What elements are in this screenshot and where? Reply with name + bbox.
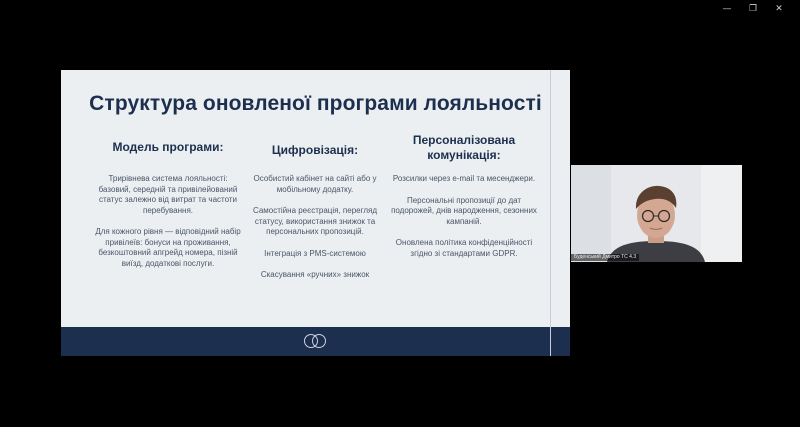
minimize-icon[interactable]: — (722, 4, 732, 14)
paragraph-tier-system: Трирівнева система лояльності: базовий, середній та привілейований статус залежно від витрат та частоти перебування. (98, 174, 238, 215)
webcam-tile[interactable] (571, 165, 742, 262)
participant-video (571, 165, 742, 262)
body-digitalization (240, 174, 390, 292)
paragraph-privacy-policy: Оновлена політика конфіденційності згідно зі стандартами GDPR. (395, 238, 533, 258)
paragraph-cancel-discounts: Скасування «ручних» знижок (260, 270, 370, 279)
paragraph-tier-privileges: Для кожного рівня — відповідний набір привілеїв: бонуси на проживання, безкоштовний апгрейд номера, пізній виїзд, додаткові послуги. (95, 227, 241, 268)
body-personalized-communication (389, 174, 539, 270)
paragraph-personal-cabinet: Особистий кабінет на сайті або у мобільному додатку. (253, 174, 377, 194)
restore-icon[interactable]: ❐ (748, 4, 758, 14)
close-icon[interactable]: ✕ (775, 4, 783, 14)
paragraph-self-registration: Самостійна реєстрація, перегляд статусу, використання знижок та персональних пропозицій. (252, 206, 378, 236)
slide-footer-bar (61, 327, 570, 356)
heading-personalized-communication: Персоналізована комунікація: (412, 133, 516, 162)
paragraph-personal-offers: Персональні пропозиції до дат подорожей, днів народження, сезонних кампаній. (391, 195, 537, 226)
interlocking-rings-icon (302, 333, 328, 349)
heading-digitalization: Цифровізація: (271, 143, 359, 157)
body-program-model (93, 174, 243, 280)
participant-name: Буденський Дмитро ТС 4.3 (571, 254, 639, 261)
heading-program-model: Модель програми: (112, 140, 224, 154)
slide-divider-line (550, 70, 551, 356)
paragraph-pms-integration: Інтеграція з PMS-системою (264, 248, 366, 258)
paragraph-mailings: Розсилки через e-mail та месенджери. (392, 174, 536, 183)
window-controls (714, 3, 792, 15)
slide-title: Структура оновленої програми лояльності (89, 92, 542, 115)
presentation-slide (61, 70, 570, 356)
